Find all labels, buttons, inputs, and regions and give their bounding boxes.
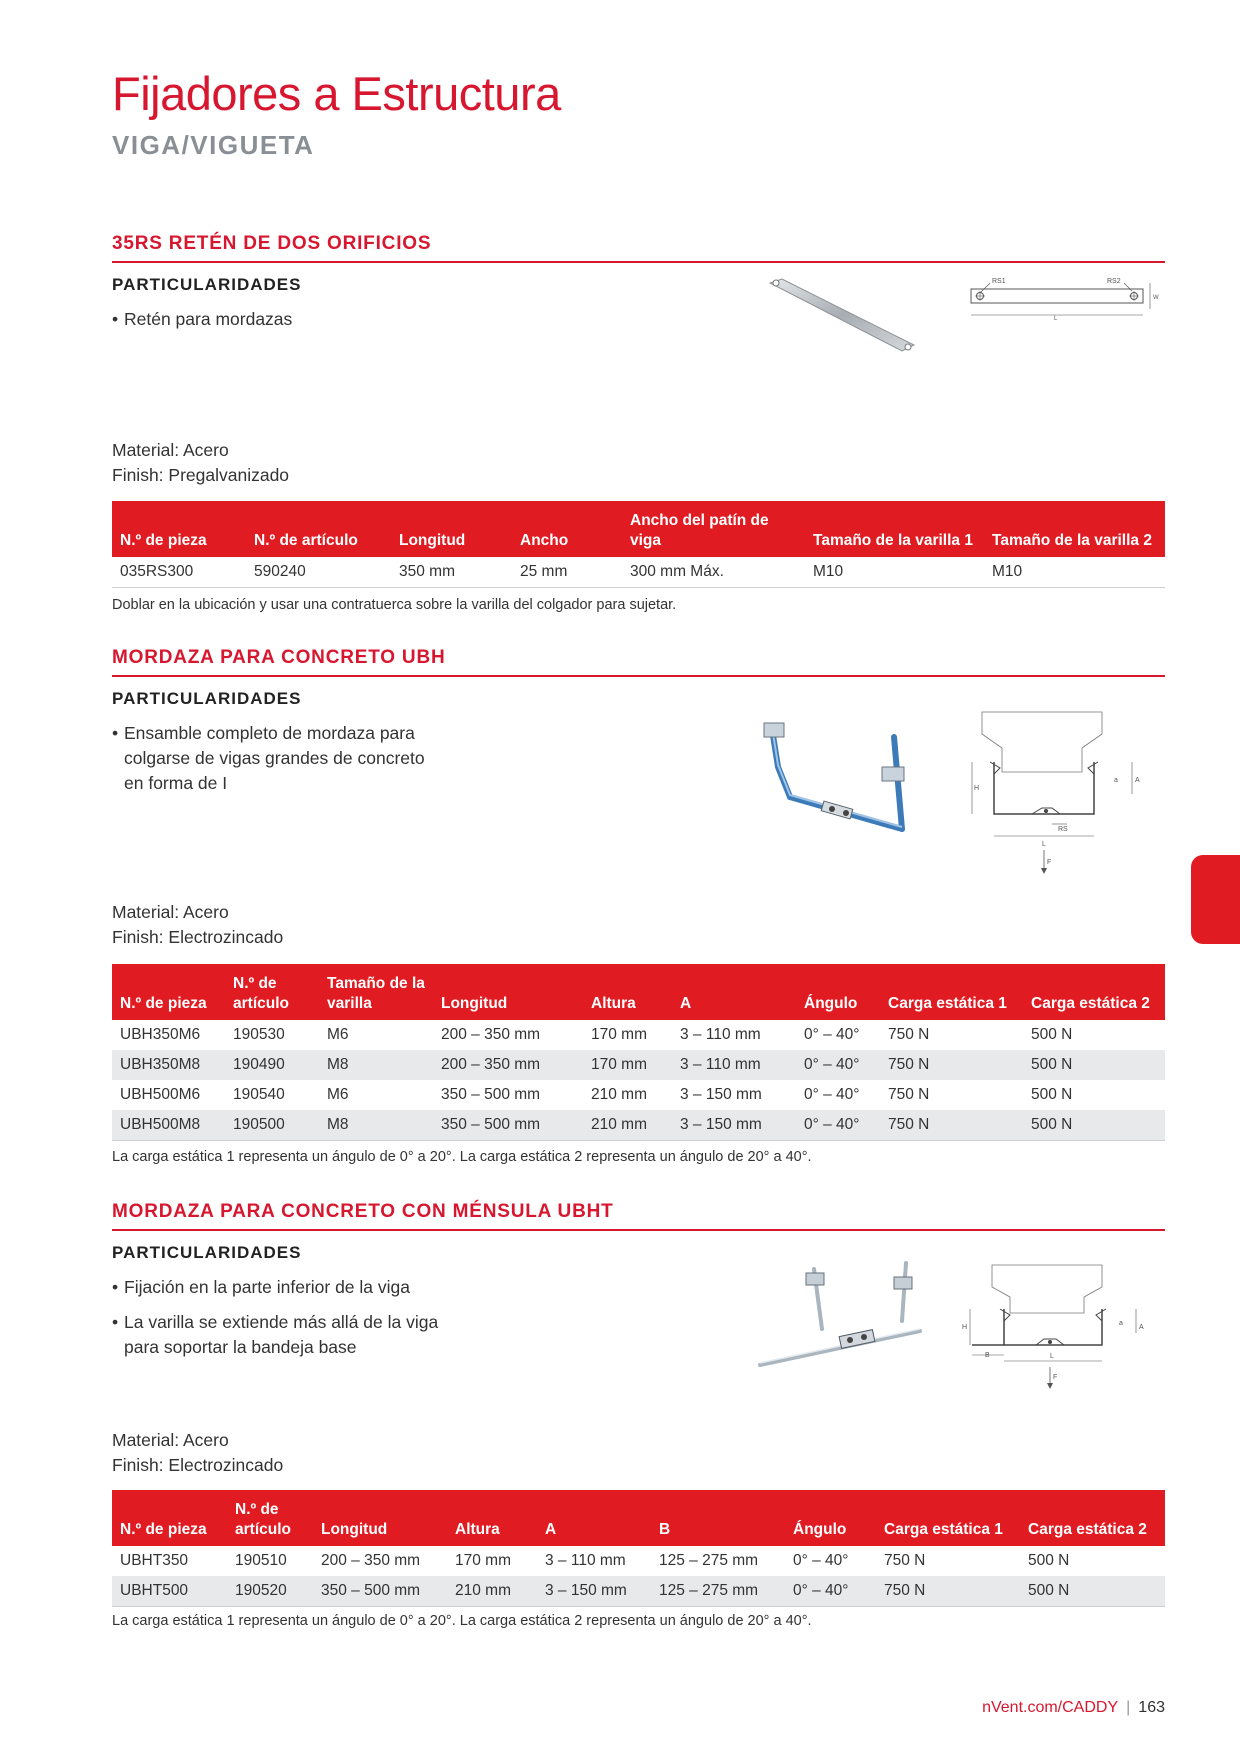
section-heading: MORDAZA PARA CONCRETO UBH xyxy=(112,647,1165,677)
col-header: Longitud xyxy=(391,501,512,557)
col-header: N.º de artículo xyxy=(246,501,391,557)
col-header: Altura xyxy=(583,964,672,1020)
table-cell: 350 – 500 mm xyxy=(313,1576,447,1606)
col-header: Altura xyxy=(447,1490,537,1546)
col-header: N.º de artículo xyxy=(227,1490,313,1546)
col-header: Carga estática 1 xyxy=(876,1490,1020,1546)
features-heading: PARTICULARIDADES xyxy=(112,689,302,708)
material-info xyxy=(112,438,289,488)
drawing-label-rs: RS xyxy=(1058,826,1068,833)
page-number: 163 xyxy=(1138,1699,1165,1716)
finish-text: Finish: Electrozincado xyxy=(112,1455,284,1475)
finish-text: Finish: Electrozincado xyxy=(112,927,284,947)
drawing-label-l: L xyxy=(1050,1353,1054,1360)
table-cell: 350 – 500 mm xyxy=(441,1086,541,1103)
table-header-row xyxy=(112,1490,1165,1546)
feature-item: • Ensamble completo de mordaza para colgarse de vigas grandes de concreto en forma de I xyxy=(112,721,442,796)
table-header-row xyxy=(112,501,1165,557)
col-header: N.º de pieza xyxy=(112,501,246,557)
feature-item: • La varilla se extiende más allá de la viga para soportar la bandeja base xyxy=(112,1310,442,1360)
table-row xyxy=(112,1020,1165,1050)
table-cell: 750 N xyxy=(888,1026,930,1043)
drawing-label-l: L xyxy=(1042,841,1046,848)
section-heading: MORDAZA PARA CONCRETO CON MÉNSULA UBHT xyxy=(112,1201,1165,1231)
table-cell: UBHT350 xyxy=(120,1552,189,1569)
footer-url[interactable]: nVent.com/CADDY xyxy=(982,1699,1119,1716)
drawing-label-rs2: RS2 xyxy=(1107,278,1121,285)
ubht-drawing xyxy=(952,1263,1157,1393)
section-ubh xyxy=(112,647,1165,1165)
table-cell: 500 N xyxy=(1020,1576,1165,1606)
material-info xyxy=(112,900,283,950)
material-text: Material: Acero xyxy=(112,440,229,460)
table-row xyxy=(112,557,1165,587)
table-cell: UBH500M8 xyxy=(112,1110,225,1140)
table-cell: 25 mm xyxy=(512,557,622,587)
table-cell: 3 – 110 mm xyxy=(680,1026,761,1043)
drawing-label-b: B xyxy=(985,1352,990,1359)
col-header: Ancho xyxy=(512,501,622,557)
table-cell: 170 mm xyxy=(591,1026,647,1043)
table-cell: 210 mm xyxy=(583,1110,672,1140)
table-cell: 3 – 150 mm xyxy=(680,1086,762,1103)
table-cell: 3 – 150 mm xyxy=(537,1576,651,1606)
table-row xyxy=(112,1080,1165,1110)
table-row xyxy=(112,1546,1165,1576)
page-title: Fijadores a Estructura xyxy=(112,67,561,120)
ubh-clamp-photo xyxy=(742,717,912,857)
table-header-row xyxy=(112,964,1165,1020)
table-cell: 190520 xyxy=(227,1576,313,1606)
table-cell: M8 xyxy=(319,1110,433,1140)
table-cell: 500 N xyxy=(1028,1552,1070,1569)
table-cell: 170 mm xyxy=(583,1050,672,1080)
spec-table-ubht xyxy=(112,1490,1165,1607)
table-cell: UBH500M6 xyxy=(120,1086,201,1103)
col-header: Carga estática 2 xyxy=(1020,1490,1165,1546)
col-header: A xyxy=(537,1490,651,1546)
table-note: La carga estática 1 representa un ángulo de 0° a 20°. La carga estática 2 representa un ángulo de 20° a 40°. xyxy=(112,1149,812,1165)
col-header: B xyxy=(651,1490,785,1546)
table-cell: 035RS300 xyxy=(112,557,246,587)
table-cell: 3 – 110 mm xyxy=(545,1552,626,1569)
table-cell: 750 N xyxy=(880,1050,1023,1080)
table-cell: M10 xyxy=(984,557,1165,587)
features-heading: PARTICULARIDADES xyxy=(112,1243,302,1262)
table-cell: 500 N xyxy=(1031,1026,1073,1043)
table-cell: 190530 xyxy=(233,1026,285,1043)
table-cell: 3 – 150 mm xyxy=(672,1110,796,1140)
table-cell: 750 N xyxy=(884,1552,926,1569)
table-cell: 0° – 40° xyxy=(796,1110,880,1140)
table-cell: 0° – 40° xyxy=(804,1086,860,1103)
finish-text: Finish: Pregalvanizado xyxy=(112,465,290,485)
table-cell: 0° – 40° xyxy=(804,1026,860,1043)
col-header: Longitud xyxy=(433,964,583,1020)
table-cell: 170 mm xyxy=(455,1552,511,1569)
table-cell: UBHT500 xyxy=(112,1576,227,1606)
spec-table-35rs xyxy=(112,501,1165,588)
col-header: Tamaño de la varilla 1 xyxy=(805,501,984,557)
material-text: Material: Acero xyxy=(112,1430,229,1450)
table-cell: 500 N xyxy=(1023,1110,1165,1140)
table-row xyxy=(112,1050,1165,1080)
col-header: Longitud xyxy=(313,1490,447,1546)
table-cell: UBH350M6 xyxy=(120,1026,201,1043)
features-list xyxy=(112,1275,442,1360)
table-cell: 125 – 275 mm xyxy=(651,1576,785,1606)
table-cell: 300 mm Máx. xyxy=(622,557,805,587)
retainer-drawing xyxy=(962,273,1162,333)
features-list xyxy=(112,307,442,332)
page-footer xyxy=(982,1699,1165,1717)
feature-item: • Retén para mordazas xyxy=(112,307,442,332)
table-cell: 500 N xyxy=(1023,1050,1165,1080)
col-header: N.º de artículo xyxy=(225,964,319,1020)
page-subtitle: VIGA/VIGUETA xyxy=(112,130,315,160)
table-note: Doblar en la ubicación y usar una contratuerca sobre la varilla del colgador para sujetar. xyxy=(112,597,677,613)
drawing-label-h: H xyxy=(962,1324,968,1331)
drawing-label-rs1: RS1 xyxy=(992,278,1006,285)
table-row xyxy=(112,1110,1165,1140)
drawing-label-a-large: A xyxy=(1135,777,1140,784)
col-header: Tamaño de la varilla 2 xyxy=(984,501,1165,557)
table-cell: 0° – 40° xyxy=(785,1576,876,1606)
table-cell: 190500 xyxy=(225,1110,319,1140)
section-35rs xyxy=(112,233,1165,613)
features-heading: PARTICULARIDADES xyxy=(112,275,302,294)
table-cell: 350 – 500 mm xyxy=(433,1110,583,1140)
drawing-label-a-small: a xyxy=(1114,777,1118,784)
table-cell: 3 – 110 mm xyxy=(672,1050,796,1080)
table-cell: M6 xyxy=(327,1086,349,1103)
table-cell: 210 mm xyxy=(591,1086,647,1103)
drawing-label-f: F xyxy=(1053,1374,1058,1381)
table-cell: 190490 xyxy=(225,1050,319,1080)
table-cell: M8 xyxy=(319,1050,433,1080)
table-cell: 200 – 350 mm xyxy=(441,1026,541,1043)
drawing-label-h: H xyxy=(974,785,980,792)
table-cell: 750 N xyxy=(880,1110,1023,1140)
drawing-label-l: L xyxy=(1054,316,1058,322)
drawing-label-a-large: A xyxy=(1139,1324,1144,1331)
table-cell: 500 N xyxy=(1031,1086,1073,1103)
col-header: Ancho del patín de viga xyxy=(622,501,805,557)
ubh-drawing xyxy=(952,710,1152,875)
col-header: N.º de pieza xyxy=(112,1490,227,1546)
drawing-label-a-small: a xyxy=(1119,1320,1123,1327)
spec-table-ubh xyxy=(112,964,1165,1141)
footer-separator: | xyxy=(1126,1699,1131,1716)
table-cell: 200 – 350 mm xyxy=(433,1050,583,1080)
table-cell: 125 – 275 mm xyxy=(659,1552,759,1569)
col-header: Tamaño de la varilla xyxy=(319,964,433,1020)
feature-item: • Fijación en la parte inferior de la viga xyxy=(112,1275,442,1300)
material-info xyxy=(112,1428,283,1478)
table-cell: 210 mm xyxy=(447,1576,537,1606)
table-note: La carga estática 1 representa un ángulo de 0° a 20°. La carga estática 2 representa un ángulo de 20° a 40°. xyxy=(112,1613,812,1629)
section-ubht xyxy=(112,1201,1165,1629)
section-heading: 35RS RETÉN DE DOS ORIFICIOS xyxy=(112,233,1165,263)
drawing-label-w: W xyxy=(1153,295,1159,301)
table-cell: 200 – 350 mm xyxy=(321,1552,421,1569)
table-cell: 590240 xyxy=(246,557,391,587)
drawing-label-f: F xyxy=(1047,859,1052,866)
table-cell: M10 xyxy=(805,557,984,587)
features-list xyxy=(112,721,442,796)
section-tab-marker xyxy=(1191,855,1240,944)
table-cell: 190540 xyxy=(233,1086,285,1103)
col-header: A xyxy=(672,964,796,1020)
col-header: Carga estática 2 xyxy=(1023,964,1165,1020)
table-row xyxy=(112,1576,1165,1606)
col-header: N.º de pieza xyxy=(112,964,225,1020)
table-cell: UBH350M8 xyxy=(112,1050,225,1080)
table-cell: 750 N xyxy=(888,1086,930,1103)
material-text: Material: Acero xyxy=(112,902,229,922)
col-header: Ángulo xyxy=(796,964,880,1020)
table-cell: 750 N xyxy=(876,1576,1020,1606)
retainer-photo xyxy=(752,275,932,360)
table-cell: 190510 xyxy=(235,1552,287,1569)
table-cell: 0° – 40° xyxy=(793,1552,849,1569)
col-header: Carga estática 1 xyxy=(880,964,1023,1020)
table-cell: 0° – 40° xyxy=(796,1050,880,1080)
table-cell: 350 mm xyxy=(391,557,512,587)
ubht-clamp-photo xyxy=(752,1251,932,1381)
table-cell: M6 xyxy=(327,1026,349,1043)
col-header: Ángulo xyxy=(785,1490,876,1546)
